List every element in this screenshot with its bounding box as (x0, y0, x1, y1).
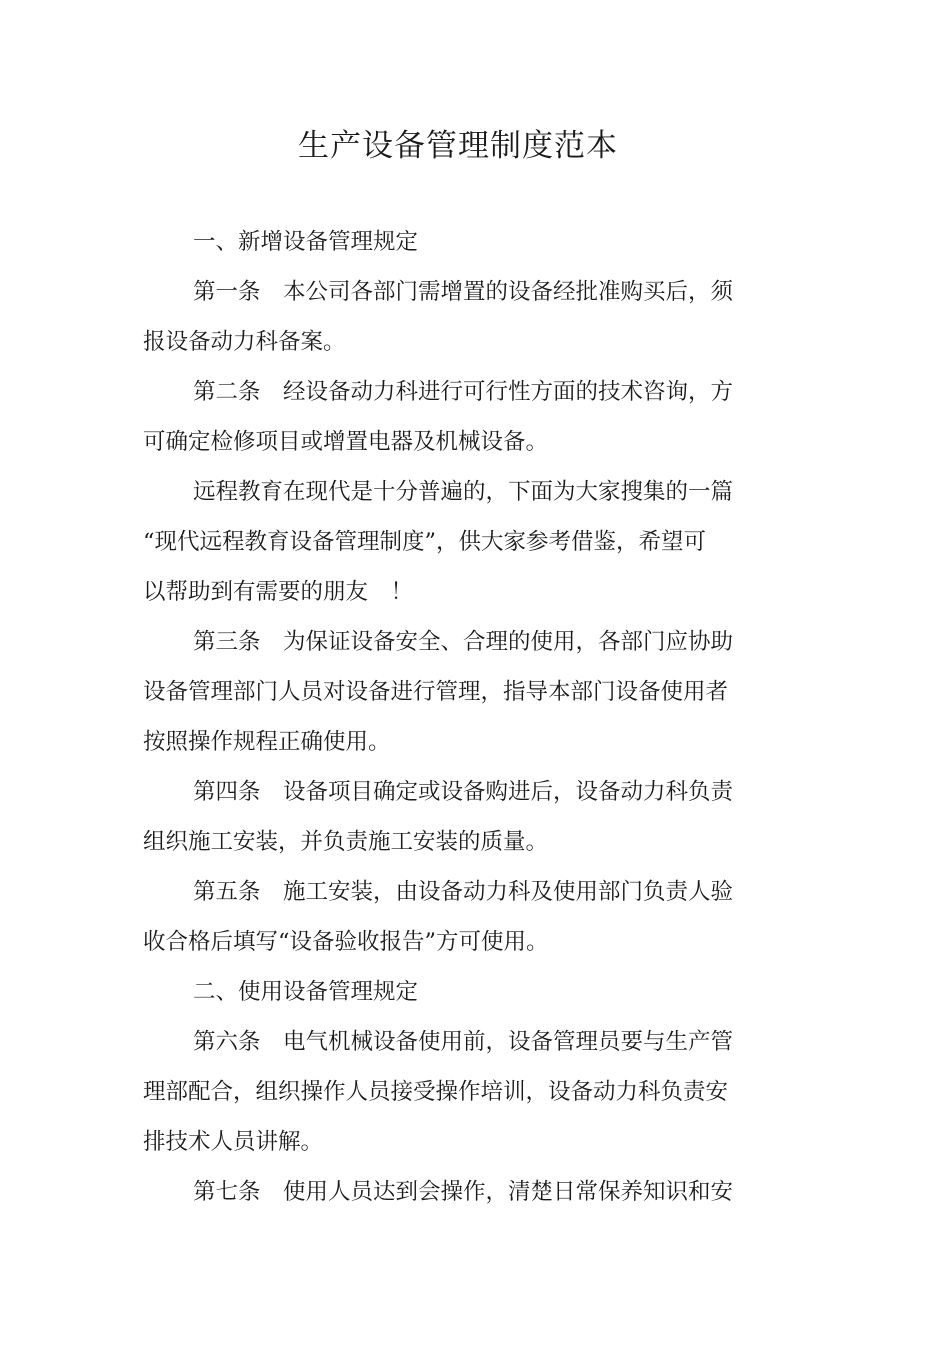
paragraph-line: 设备管理部门人员对设备进行管理，指导本部门设备使用者 (143, 679, 729, 705)
paragraph-line: 第二条 经设备动力科进行可行性方面的技术咨询，方 (193, 379, 734, 405)
paragraph-line: 报设备动力科备案。 (143, 329, 346, 355)
paragraph-line: 按照操作规程正确使用。 (143, 729, 391, 755)
paragraph-line: 组织施工安装，并负责施工安装的质量。 (143, 829, 549, 855)
paragraph-line: 可确定检修项目或增置电器及机械设备。 (143, 429, 549, 455)
paragraph-line: 理部配合，组织操作人员接受操作培训，设备动力科负责安 (143, 1079, 729, 1105)
paragraph-line: 第五条 施工安装，由设备动力科及使用部门负责人验 (193, 879, 734, 905)
section-heading: 二、使用设备管理规定 (193, 979, 419, 1005)
paragraph-line: 第六条 电气机械设备使用前，设备管理员要与生产管 (193, 1029, 734, 1055)
paragraph-line: 收合格后填写“设备验收报告”方可使用。 (143, 929, 549, 955)
paragraph-line: 第七条 使用人员达到会操作，清楚日常保养知识和安 (193, 1179, 734, 1205)
paragraph-line: 远程教育在现代是十分普遍的，下面为大家搜集的一篇 (193, 479, 734, 505)
paragraph-line: 第三条 为保证设备安全、合理的使用，各部门应协助 (193, 629, 734, 655)
document-title: 生产设备管理制度范本 (298, 128, 618, 164)
paragraph-line: “现代远程教育设备管理制度”，供大家参考借鉴，希望可 (143, 529, 707, 555)
paragraph-line: 排技术人员讲解。 (143, 1129, 324, 1155)
paragraph-line: 以帮助到有需要的朋友 ！ (143, 579, 414, 605)
paragraph-line: 第一条 本公司各部门需增置的设备经批准购买后，须 (193, 279, 734, 305)
paragraph-line: 第四条 设备项目确定或设备购进后，设备动力科负责 (193, 779, 734, 805)
section-heading: 一、新增设备管理规定 (193, 229, 419, 255)
